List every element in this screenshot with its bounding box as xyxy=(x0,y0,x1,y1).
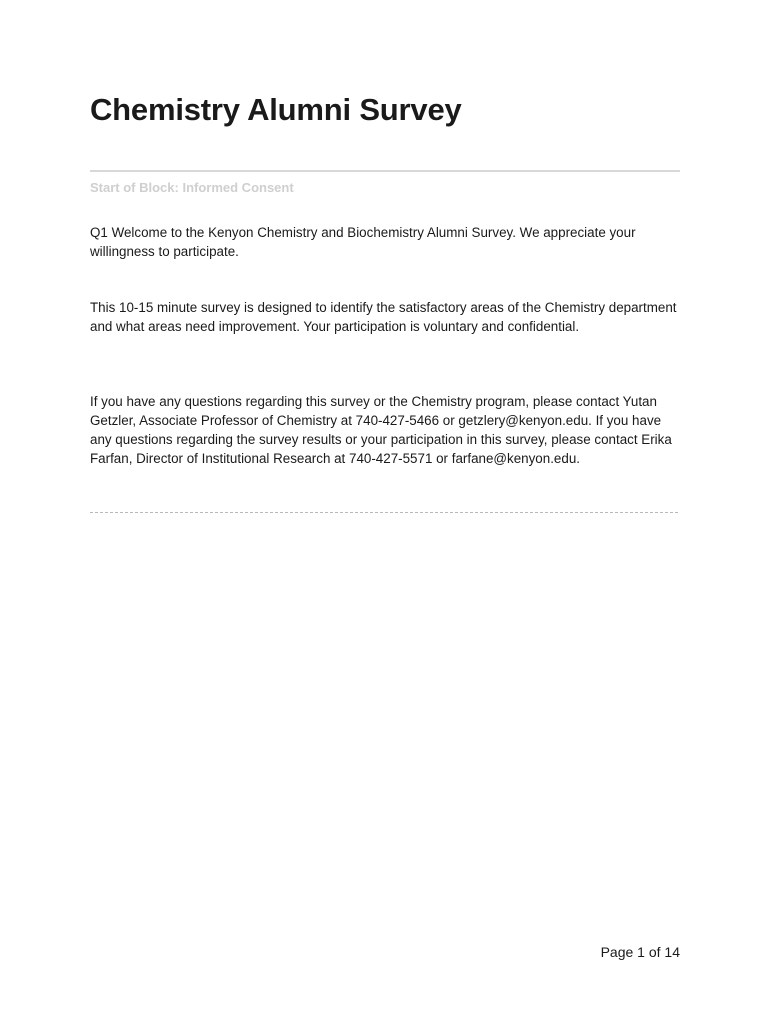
contact-info-paragraph: If you have any questions regarding this survey or the Chemistry program, please contact Yutan Getzler, Associate Professor of Chemistry at 740-427-5466 or getzlery@kenyon.edu. If you have any questions regarding the survey results or your participation in this survey, please contact Erika Farfan, Director of Institutional Research at 740-427-5571 or farfane@kenyon.edu. xyxy=(90,394,672,466)
page-title: Chemistry Alumni Survey xyxy=(90,92,462,127)
question-q1-text: Q1 Welcome to the Kenyon Chemistry and Biochemistry Alumni Survey. We appreciate your willingness to participate. xyxy=(90,225,636,259)
question-separator xyxy=(90,512,678,513)
page-number: Page 1 of 14 xyxy=(600,944,680,960)
survey-description-paragraph: This 10-15 minute survey is designed to identify the satisfactory areas of the Chemistry department and what areas need improvement. Your participation is voluntary and confidential. xyxy=(90,300,677,334)
block-divider xyxy=(90,170,680,172)
block-start-label: Start of Block: Informed Consent xyxy=(90,180,294,195)
